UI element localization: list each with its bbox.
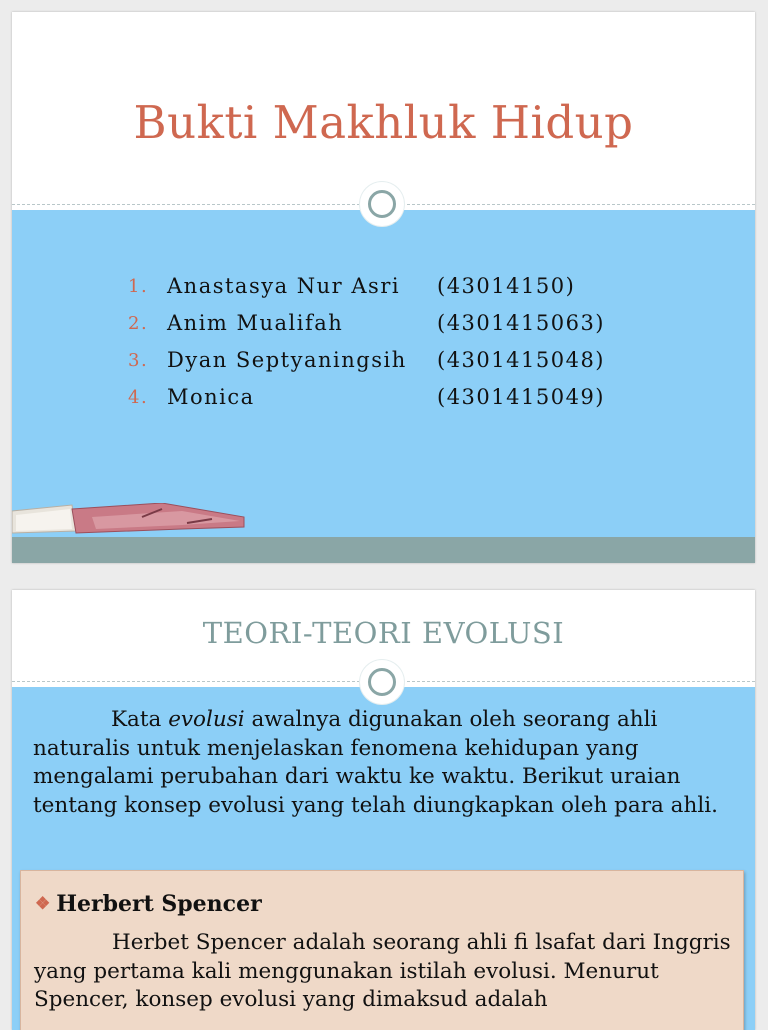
member-name: Dyan Septyaningsih [167, 348, 407, 372]
footer-bar [12, 537, 755, 563]
notebook-illustration-icon [12, 503, 252, 537]
slide-2 [12, 590, 755, 1030]
member-name: Monica [167, 385, 255, 409]
intro-paragraph [33, 706, 738, 820]
slide-1 [12, 12, 755, 563]
list-number: 1. [128, 276, 149, 297]
member-nim: (4301415048) [437, 348, 605, 372]
slide-title: TEORI-TEORI EVOLUSI [202, 616, 565, 650]
title-area [12, 12, 755, 210]
content-box [20, 870, 744, 1030]
intro-rest: awalnya digunakan oleh seorang ahli naturalis untuk menjelaskan fenomena kehidupan yang mengalami perubahan dari waktu ke waktu. Berikut uraian tentang konsep evolusi yang telah diungkapkan oleh para ahli. [33, 707, 718, 818]
box-paragraph [34, 929, 734, 1015]
ring-ornament-icon [360, 660, 404, 704]
intro-emphasis: evolusi [168, 707, 245, 732]
content-band [12, 210, 755, 537]
member-nim: (4301415063) [437, 311, 605, 335]
intro-lead: Kata [111, 707, 169, 732]
ring-ornament-icon [360, 182, 404, 226]
member-name: Anastasya Nur Asri [167, 274, 401, 298]
list-number: 3. [128, 350, 149, 371]
member-name: Anim Mualifah [167, 311, 344, 335]
list-number: 2. [128, 313, 149, 334]
member-nim: (43014150) [437, 274, 576, 298]
diamond-bullet-icon: ❖ [35, 894, 51, 914]
slide-title: Bukti Makhluk Hidup [133, 96, 634, 149]
box-heading-text: Herbert Spencer [56, 891, 262, 917]
box-paragraph-text: Herbet Spencer adalah seorang ahli fi lsafat dari Inggris yang pertama kali menggunakan istilah evolusi. Menurut Spencer, konsep evolusi yang dimaksud adalah [34, 930, 731, 1012]
member-nim: (4301415049) [437, 385, 605, 409]
list-number: 4. [128, 387, 149, 408]
box-heading [35, 891, 262, 917]
